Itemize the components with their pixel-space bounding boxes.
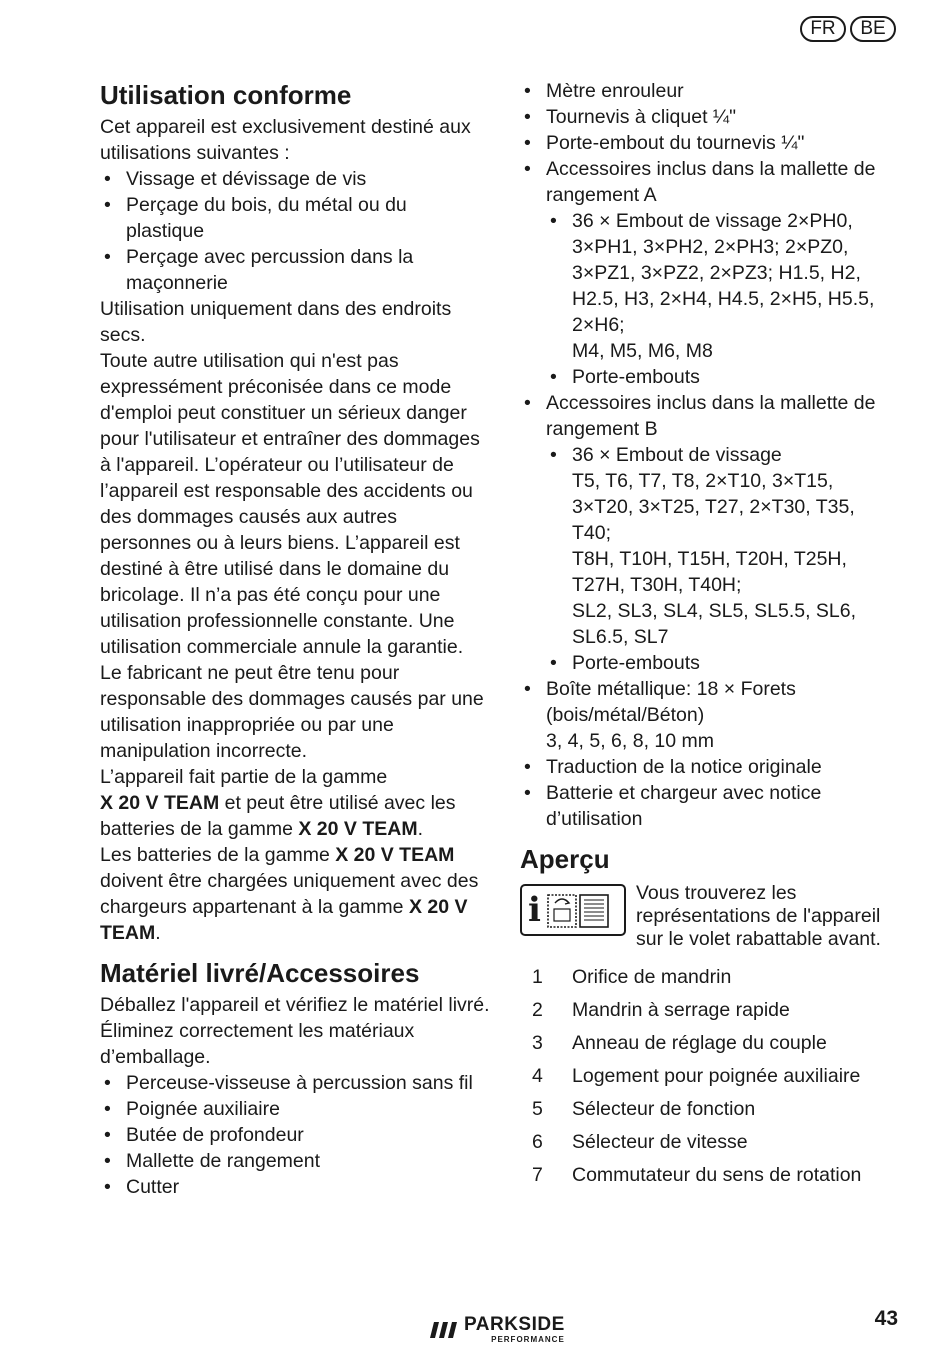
charge-text [100,842,490,946]
logo-sub: PERFORMANCE [491,1335,565,1344]
list-item: • Vissage et dévissage de vis [100,166,490,192]
part-number: 4 [532,1065,543,1087]
info-icon [520,884,626,936]
case-b-label: Accessoires inclus dans la mallette de rangement B [546,392,876,440]
list-item: • Perçage du bois, du métal ou du plastique [100,192,490,244]
part-label: Commutateur du sens de rotation [572,1164,862,1186]
list-item [546,208,895,364]
language-badges [800,16,896,42]
case-a-bits-m: M4, M5, M6, M8 [572,340,713,362]
part-number: 1 [532,966,543,988]
parkside-stripes-icon [430,1322,458,1338]
part-label: Anneau de réglage du couple [572,1032,827,1054]
list-item: • Porte-embouts [546,364,895,390]
usage-title: Utilisation conforme [100,80,352,110]
charge-text-3: . [155,922,161,944]
list-item: • Traduction de la notice originale [520,754,895,780]
right-column [520,78,895,1192]
part-number: 2 [532,999,543,1021]
brand-range: X 20 V TEAM [100,792,220,814]
charge-text-1: Les batteries de la gamme [100,844,336,866]
list-item [520,1093,895,1126]
list-item [520,994,895,1027]
list-item: • Perçage avec percussion dans la maçonnerie [100,244,490,296]
range-text-2: et peut être utilisé avec les batteries de la gamme [100,792,456,840]
part-label: Sélecteur de vitesse [572,1131,748,1153]
list-item [520,390,895,676]
list-item: • Mallette de rangement [100,1148,490,1174]
warning-text: Toute autre utilisation qui n'est pas expressément préconisée dans ce mode d'emploi peut constituer un sérieux danger pour l'utilisateur et entraîner des dommages à l'appareil. L’opérateur ou l’utilisateur de l’appareil est responsable des accidents ou des dommages causés aux autres personnes ou à leurs biens. L’appareil est destiné à être utilisé dans le domaine du bricolage. Il n’a pas été conçu pour une utilisation professionnelle constante. Une utilisation commerciale annule la garantie. [100,350,480,658]
info-i-glyph-icon: i [528,890,541,930]
usage-intro: Cet appareil est exclusivement destiné aux utilisations suivantes : [100,116,471,164]
list-item: • Batterie et chargeur avec notice d’utilisation [520,780,895,832]
manufacturer-text: Le fabricant ne peut être tenu pour responsable des dommages causés par une utilisation inappropriée ou par une manipulation incorrecte. [100,662,484,762]
list-item [520,1027,895,1060]
case-b-list [546,442,895,676]
drill-box: Boîte métallique: 18 × Forets (bois/métal/Béton) [546,678,796,726]
logo-brand: PARKSIDE [464,1314,565,1335]
range-text-3: . [417,818,423,840]
range-text [100,764,490,842]
case-b-bits-sl: SL2, SL3, SL4, SL5, SL5.5, SL6, SL6.5, SL7 [572,600,857,648]
list-item: • Porte-embouts [546,650,895,676]
logo-text [464,1315,565,1344]
drill-sizes: 3, 4, 5, 6, 8, 10 mm [546,730,714,752]
lang-badge-be: BE [850,16,896,42]
list-item: • Butée de profondeur [100,1122,490,1148]
part-number: 5 [532,1098,543,1120]
case-b-bits-title: 36 × Embout de vissage [572,444,782,466]
part-label: Orifice de mandrin [572,966,732,988]
list-item: • Mètre enrouleur [520,78,895,104]
delivery-list-continued [520,78,895,832]
list-item: • Cutter [100,1174,490,1200]
part-label: Sélecteur de fonction [572,1098,756,1120]
list-item [520,1126,895,1159]
list-item [520,1060,895,1093]
case-a-list [546,208,895,390]
book-icon [547,891,609,929]
overview-note [520,882,895,951]
list-item [520,1159,895,1192]
range-text-1: L’appareil fait partie de la gamme [100,766,388,788]
part-number: 3 [532,1032,543,1054]
part-number: 7 [532,1164,543,1186]
list-item: • Tournevis à cliquet ¼" [520,104,895,130]
list-item: • Porte-embout du tournevis ¼" [520,130,895,156]
list-item [546,442,895,650]
brand-range: X 20 V TEAM [335,844,455,866]
overview-title: Aperçu [520,844,610,874]
list-item: • Perceuse-visseuse à percussion sans fil [100,1070,490,1096]
page-number: 43 [874,1307,898,1330]
lang-badge-fr: FR [800,16,846,42]
dispose-text: Éliminez correctement les matériaux d’emballage. [100,1020,415,1068]
part-label: Mandrin à serrage rapide [572,999,790,1021]
parts-list [520,961,895,1192]
dry-only-text: Utilisation uniquement dans des endroits secs. [100,298,452,346]
usage-list [100,166,490,296]
list-item [520,676,895,754]
delivery-title: Matériel livré/Accessoires [100,958,420,988]
case-a-bits: 36 × Embout de vissage 2×PH0, 3×PH1, 3×PH2, 2×PH3; 2×PZ0, 3×PZ1, 3×PZ2, 2×PZ3; H1.5, H2, H2.5, H3, 2×H4, H4.5, 2×H5, H5.5, 2×H6; [572,210,875,336]
list-item [520,156,895,390]
charge-text-2: doivent être chargées uniquement avec des chargeurs appartenant à la gamme [100,870,479,918]
part-number: 6 [532,1131,543,1153]
unpack-text: Déballez l'appareil et vérifiez le matériel livré. [100,994,490,1016]
left-column [100,78,490,1200]
list-item: • Poignée auxiliaire [100,1096,490,1122]
list-item [520,961,895,994]
overview-text: Vous trouverez les représentations de l'appareil sur le volet rabattable avant. [636,882,881,950]
case-b-bits-t: T5, T6, T7, T8, 2×T10, 3×T15, 3×T20, 3×T25, T27, 2×T30, T35, T40; [572,470,855,544]
parkside-logo [430,1315,565,1344]
case-b-bits-th: T8H, T10H, T15H, T20H, T25H, T27H, T30H, T40H; [572,548,847,596]
delivery-list [100,1070,490,1200]
brand-range: X 20 V TEAM [100,896,468,944]
brand-range: X 20 V TEAM [298,818,418,840]
part-label: Logement pour poignée auxiliaire [572,1065,861,1087]
case-a-label: Accessoires inclus dans la mallette de rangement A [546,158,876,206]
